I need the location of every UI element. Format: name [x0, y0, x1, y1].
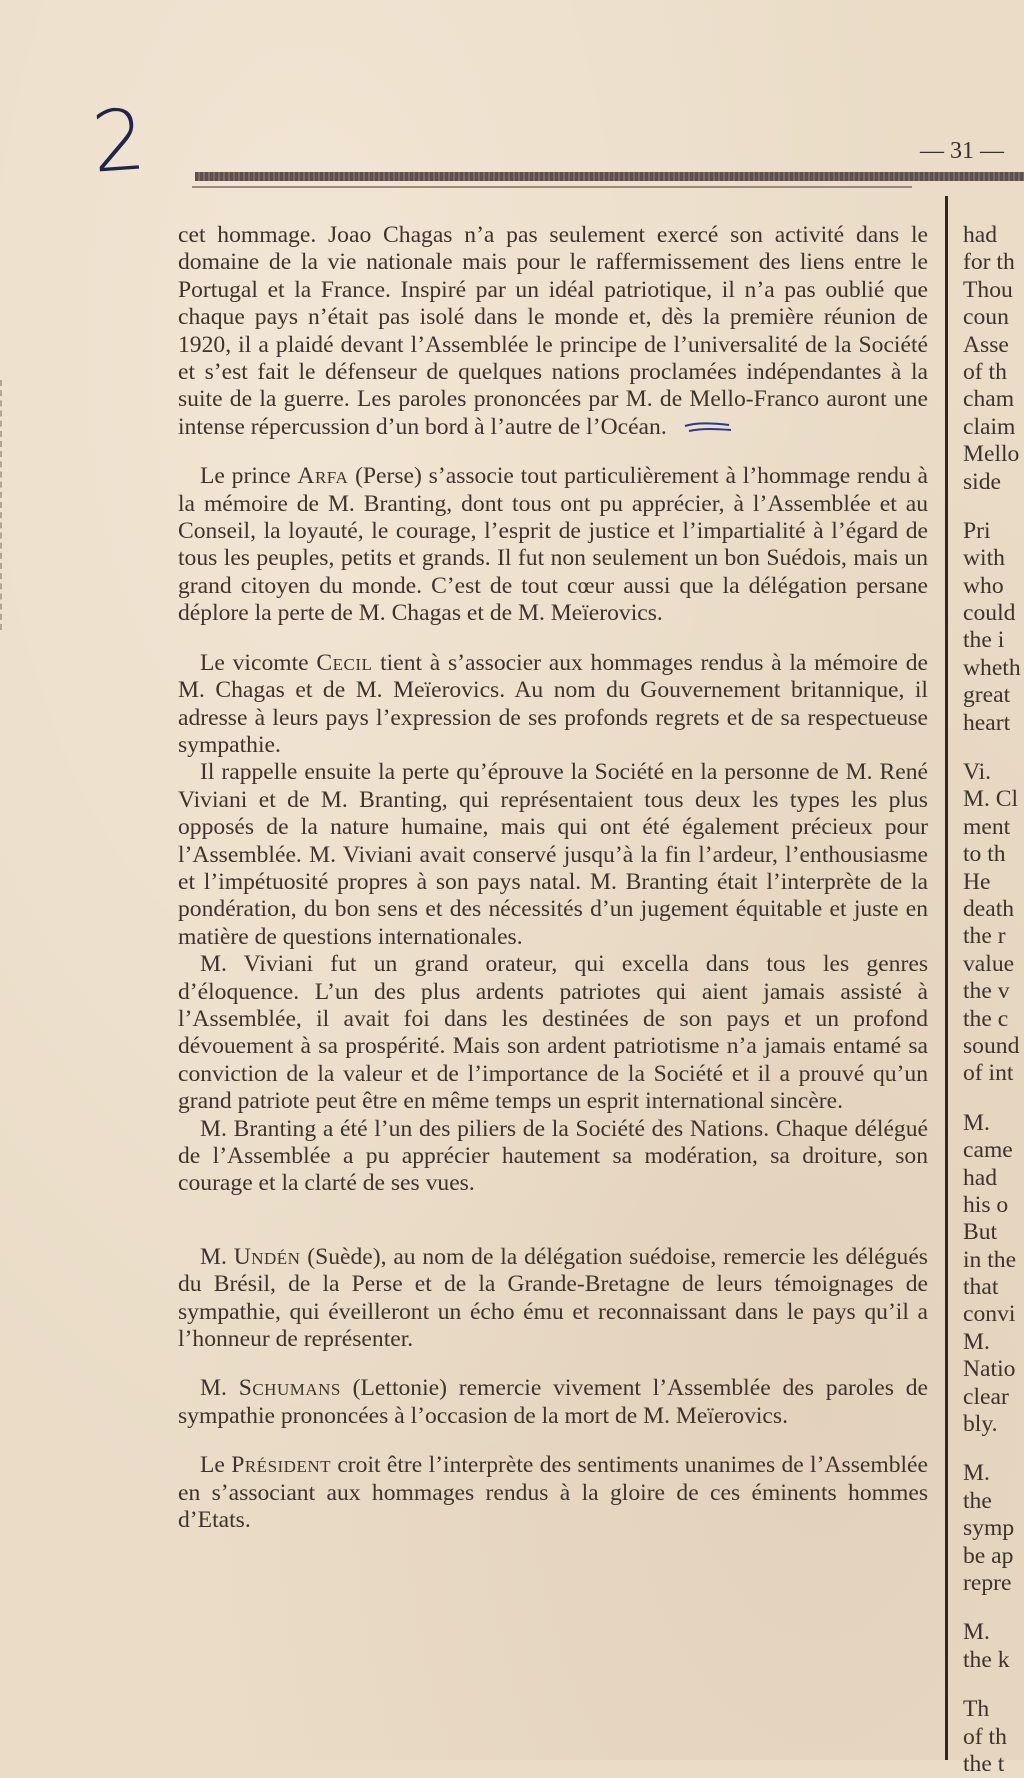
- speaker-prefix: Le: [200, 1452, 232, 1479]
- text-fragment: M. Cl: [963, 786, 1019, 813]
- speaker-name: Président: [231, 1452, 332, 1479]
- text-fragment: be ap: [963, 1542, 1014, 1569]
- text-fragment: in the: [963, 1246, 1017, 1273]
- speaker-name: Arfa: [297, 463, 349, 490]
- text-fragment: for th: [963, 249, 1015, 276]
- text-fragment: M.: [963, 1460, 990, 1487]
- text-fragment: ment: [963, 813, 1011, 840]
- text-fragment: wheth: [963, 654, 1021, 681]
- speaker-prefix: Le vicomte: [200, 649, 317, 676]
- speaker-prefix: M.: [200, 1243, 234, 1270]
- text-fragment: who: [963, 572, 1004, 599]
- text-fragment: M.: [963, 1328, 990, 1355]
- speaker-name: Undén: [233, 1243, 301, 1270]
- speaker-prefix: M.: [200, 1375, 239, 1402]
- text-fragment: Pri: [963, 517, 991, 544]
- text-fragment: sound: [963, 1032, 1020, 1059]
- text-fragment: M.: [963, 1109, 990, 1136]
- paragraph-cecil: [178, 650, 928, 760]
- text-fragment: great: [963, 682, 1011, 709]
- text-fragment: Asse: [963, 331, 1009, 358]
- speaker-name: Cecil: [316, 649, 373, 676]
- header-rule-thin: [192, 186, 912, 188]
- paragraph-branting: [178, 1116, 928, 1198]
- text-fragment: Thou: [963, 276, 1013, 303]
- text-fragment: Natio: [963, 1356, 1016, 1383]
- paragraph-text: croit être l’interprète des sentiments unanimes de l’Assemblée en s’associant aux hommages rendus à la gloire de ces éminents hommes d’Etats.: [178, 1452, 928, 1534]
- text-fragment: the c: [963, 1005, 1009, 1032]
- text-fragment: heart: [963, 709, 1011, 736]
- text-fragment: value: [963, 950, 1015, 977]
- paragraph-unden: [178, 1244, 928, 1354]
- text-fragment: side: [963, 468, 1002, 495]
- paragraph-text: Il rappelle ensuite la perte qu’éprouve la Société en la personne de M. René Viviani et de M. Branting, qui représentaient tous deux les types les plus opposés de la nature humaine, mais qui ont été également précieux pour l’Assemblée. M. Viviani avait conservé jusqu’à la fin l’ardeur, l’enthousiasme et l’impétuosité propres à son pays natal. M. Branting était l’interprète de la pondération, du bon sens et des nécessités d’un jugement équitable et juste en matière de questions internationales.: [178, 759, 928, 950]
- text-fragment: M.: [963, 1619, 990, 1646]
- text-fragment: could: [963, 600, 1016, 627]
- text-fragment: to th: [963, 841, 1006, 868]
- english-text-column-fragment: [963, 222, 1024, 1778]
- paragraph-text: (Lettonie) remercie vivement l’Assemblée des paroles de sympathie prononcées à l’occasion de la mort de M. Meïerovics.: [178, 1375, 928, 1429]
- text-fragment: death: [963, 895, 1015, 922]
- paragraph-chagas-tribute: [178, 222, 928, 441]
- text-fragment: He: [963, 868, 991, 895]
- page-number: — 31 —: [920, 138, 1004, 164]
- paragraph-viviani-branting: [178, 759, 928, 951]
- text-fragment: had: [963, 1164, 998, 1191]
- text-fragment: But: [963, 1219, 998, 1246]
- paragraph-text: tient à s’associer aux hommages rendus à la mémoire de M. Chagas et de M. Meïerovics. Au nom du Gouvernement britannique, il adresse à leurs pays l’expression de ses profonds regrets et de sa respectueuse sympathie.: [178, 649, 928, 758]
- text-fragment: bly.: [963, 1411, 998, 1438]
- text-fragment: the: [963, 1487, 992, 1514]
- text-fragment: Th: [963, 1696, 990, 1723]
- text-fragment: coun: [963, 304, 1009, 331]
- paragraph-text: M. Viviani fut un grand orateur, qui excella dans tous les genres d’éloquence. L’un des plus ardents patriotes qui aient jamais assisté à l’Assemblée, il avait foi dans les destinées de son pays et un profond dévouement à sa prospérité. Mais son ardent patriotisme n’a jamais entamé sa conviction de la valeur et de l’importance de la Société et il a prouvé qu’un grand patriote peut être en même temps un esprit international sincère.: [178, 951, 928, 1115]
- text-fragment: symp: [963, 1515, 1015, 1542]
- text-fragment: clear: [963, 1383, 1009, 1410]
- paragraph-text: cet hommage. Joao Chagas n’a pas seulement exercé son activité dans le domaine de la vie nationale mais pour le raffermissement des liens entre le Portugal et la France. Inspiré par un idéal patriotique, il n’a pas oublié que chaque pays n’était pas isolé dans le monde et, dès la première réunion de 1920, il a plaidé devant l’Assemblée le principe de l’universalité de la Société et s’est fait le défenseur de quelques nations proclamées indépendantes à la suite de la guerre. Les paroles prononcées par M. de Mello-Franco auront une intense répercussion d’un bord à l’autre de l’Océan.: [178, 222, 928, 440]
- text-fragment: of int: [963, 1060, 1014, 1087]
- text-fragment: the v: [963, 978, 1010, 1005]
- text-fragment: the i: [963, 627, 1005, 654]
- french-text-column: [178, 222, 928, 1556]
- paragraph-text: M. Branting a été l’un des piliers de la Société des Nations. Chaque délégué de l’Assemblée a pu apprécier hautement sa modération, sa droiture, son courage et la clarté de ses vues.: [178, 1115, 928, 1197]
- text-fragment: of th: [963, 358, 1007, 385]
- paragraph-viviani: [178, 951, 928, 1115]
- text-fragment: that: [963, 1274, 999, 1301]
- paragraph-president: [178, 1452, 928, 1534]
- pen-underline-mark: [683, 421, 733, 435]
- text-fragment: cham: [963, 386, 1015, 413]
- paragraph-text: (Perse) s’associe tout particulièrement à l’hommage rendu à la mémoire de M. Branting, dont tous ont pu apprécier, à l’Assemblée et au Conseil, la loyauté, le courage, l’esprit de justice et l’impartialité à l’égard de tous les peuples, petits et grands. Il fut non seulement un bon Suédois, mais un grand citoyen du monde. C’est de tout cœur aussi que la délégation persane déplore la perte de M. Chagas et de M. Meïerovics.: [178, 463, 928, 627]
- paragraph-schumans: [178, 1375, 928, 1430]
- text-fragment: had: [963, 222, 998, 248]
- text-fragment: the r: [963, 923, 1006, 950]
- speaker-prefix: Le prince: [200, 463, 298, 490]
- column-divider: [945, 196, 948, 1760]
- text-fragment: came: [963, 1137, 1013, 1164]
- text-fragment: his o: [963, 1191, 1009, 1218]
- text-fragment: the k: [963, 1646, 1010, 1673]
- paragraph-text: (Suède), au nom de la délégation suédoise, remercie les délégués du Brésil, de la Perse et de la Grande-Bretagne de leurs témoignages de sympathie, qui éveilleront un écho ému et reconnaissant dans le pays qu’il a l’honneur de représenter.: [178, 1243, 928, 1353]
- text-fragment: convi: [963, 1301, 1016, 1328]
- text-fragment: Mello: [963, 441, 1020, 468]
- text-fragment: with: [963, 545, 1005, 572]
- scan-edge-marks: [0, 380, 4, 630]
- speaker-name: Schumans: [238, 1375, 341, 1402]
- text-fragment: the t: [963, 1750, 1005, 1777]
- header-rule-thick: [195, 172, 1024, 181]
- text-fragment: of th: [963, 1723, 1007, 1750]
- paragraph-arfa: [178, 463, 928, 627]
- text-fragment: claim: [963, 413, 1016, 440]
- text-fragment: repre: [963, 1569, 1012, 1596]
- text-fragment: Vi.: [963, 759, 992, 786]
- handwritten-page-number: 2: [88, 90, 149, 192]
